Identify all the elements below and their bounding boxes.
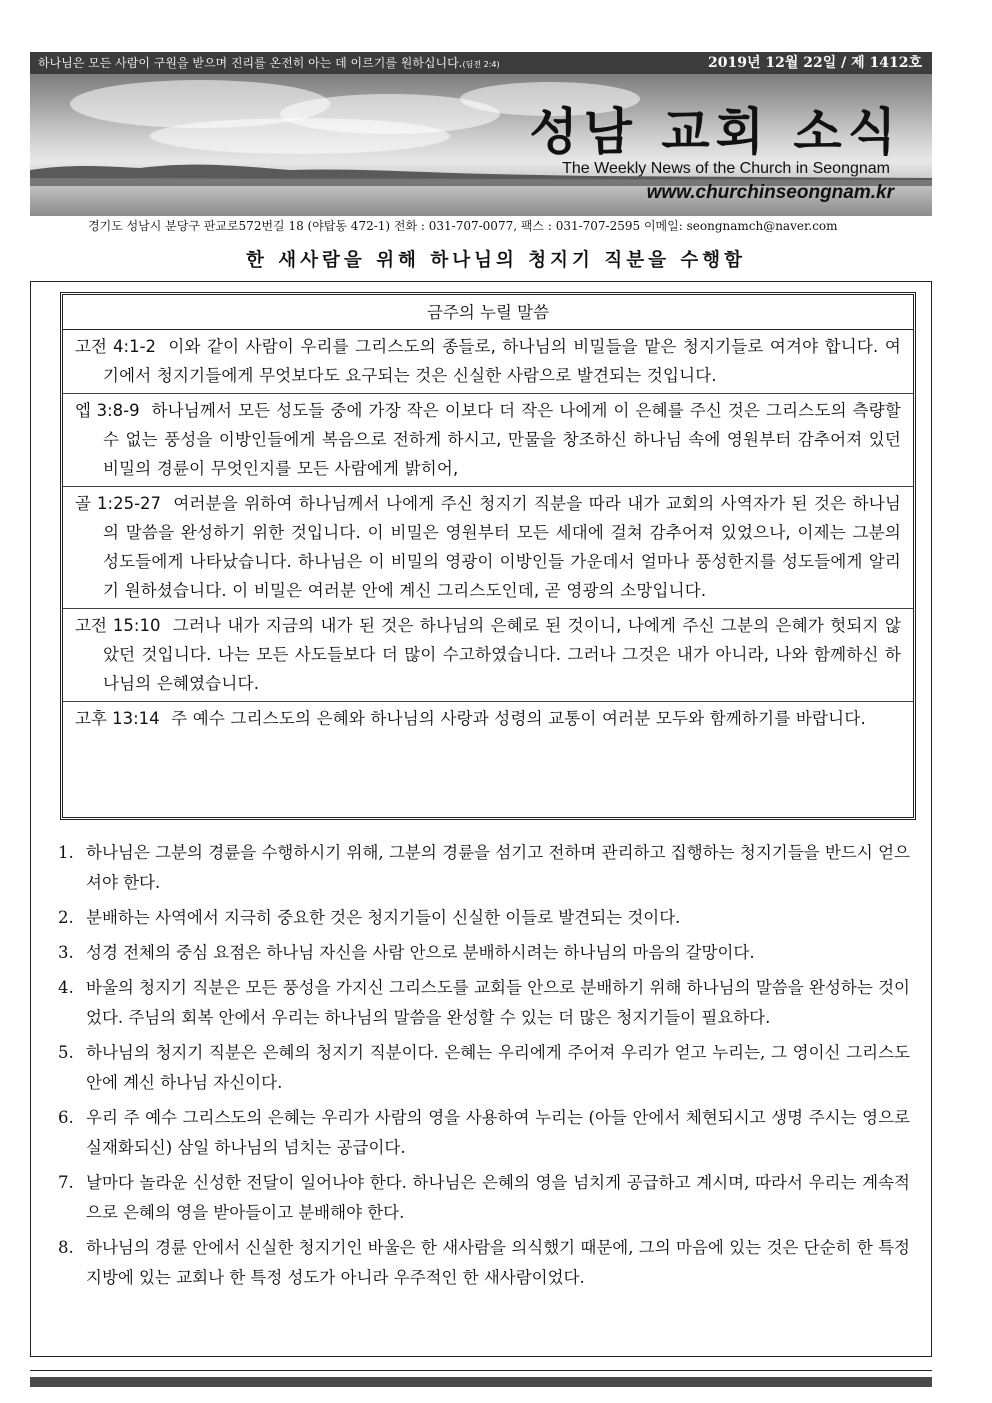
header-verse-bar <box>30 52 932 74</box>
point-text: 하나님은 그분의 경륜을 수행하시기 위해, 그분의 경륜을 섬기고 전하며 관리하고 집행하는 청지기들을 반드시 얻으셔야 한다. <box>86 843 910 892</box>
outline-point <box>58 1168 910 1228</box>
verse-item <box>63 487 913 609</box>
verse-ref: 고후 13:14 <box>75 709 160 728</box>
verse-ref: 엡 3:8-9 <box>75 401 140 420</box>
issue-date: 2019년 12월 22일 / 제 1412호 <box>708 55 922 71</box>
point-number: 1. <box>58 843 74 862</box>
footer-rule <box>30 1370 932 1371</box>
outline-points <box>58 838 910 1298</box>
point-number: 8. <box>58 1238 74 1257</box>
point-text: 바울의 청지기 직분은 모든 풍성을 가지신 그리스도를 교회들 안으로 분배하기 위해 하나님의 말씀을 완성하는 것이었다. 주님의 회복 안에서 우리는 하나님의 말씀을 완성할 수 있는 더 많은 청지기들이 필요하다. <box>86 978 910 1027</box>
point-number: 3. <box>58 943 74 962</box>
outline-point <box>58 973 910 1033</box>
outline-point <box>58 1038 910 1098</box>
point-number: 5. <box>58 1043 74 1062</box>
point-text: 분배하는 사역에서 지극히 중요한 것은 청지기들이 신실한 이들로 발견되는 것이다. <box>86 908 681 927</box>
outline-point <box>58 903 910 933</box>
church-address: 경기도 성남시 분당구 판교로572번길 18 (야탑동 472-1) 전화 : 031-707-0077, 팩스 : 031-707-2595 이메일: seongnamch@naver.com <box>88 219 838 233</box>
point-number: 7. <box>58 1173 74 1192</box>
point-text: 날마다 놀라운 신성한 전달이 일어나야 한다. 하나님은 은혜의 영을 넘치게 공급하고 계시며, 따라서 우리는 계속적으로 은혜의 영을 받아들이고 분배해야 한다. <box>86 1173 910 1222</box>
verse-text: 이와 같이 사람이 우리를 그리스도의 종들로, 하나님의 비밀들을 맡은 청지기들로 여겨야 합니다. 여기에서 청지기들에게 무엇보다도 요구되는 것은 신실한 사람으로 발견되는 것입니다. <box>103 337 901 385</box>
verse-text: 여러분을 위하여 하나님께서 나에게 주신 청지기 직분을 따라 내가 교회의 사역자가 된 것은 하나님의 말씀을 완성하기 위한 것입니다. 이 비밀은 영원부터 모든 세대에 걸쳐 감추어져 있었으나, 이제는 그분의 성도들에게 나타났습니다. 하나님은 이 비밀의 영광이 이방인들 가운데서 얼마나 풍성한지를 성도들에게 알리기 원하셨습니다. 이 비밀은 여러분 안에 계신 그리스도인데, 곧 영광의 소망입니다. <box>103 494 902 600</box>
verse-item <box>63 330 913 394</box>
outline-point <box>58 838 910 898</box>
point-text: 성경 전체의 중심 요점은 하나님 자신을 사람 안으로 분배하시려는 하나님의 마음의 갈망이다. <box>86 943 755 962</box>
verse-item <box>63 609 913 702</box>
point-text: 하나님의 경륜 안에서 신실한 청지기인 바울은 한 새사람을 의식했기 때문에, 그의 마음에 있는 것은 단순히 한 특정 지방에 있는 교회나 한 특정 성도가 아니라 우주적인 한 새사람이었다. <box>86 1238 910 1287</box>
cloud-shape <box>150 118 450 154</box>
verse-text: 그러나 내가 지금의 내가 된 것은 하나님의 은혜로 된 것이니, 나에게 주신 그분의 은혜가 헛되지 않았던 것입니다. 나는 모든 사도들보다 더 많이 수고하였습니다. 그러나 그것은 내가 아니라, 나와 함께하신 하나님의 은혜였습니다. <box>103 616 901 693</box>
outline-point <box>58 1233 910 1293</box>
newsletter-title: 성남 교회 소식 <box>529 103 902 161</box>
masthead-banner <box>30 74 932 216</box>
verse-item <box>63 394 913 487</box>
newsletter-subtitle: The Weekly News of the Church in Seongnam <box>562 160 890 177</box>
header-verse-text: 하나님은 모든 사람이 구원을 받으며 진리를 온전히 아는 데 이르기를 원하십니다. <box>38 56 463 70</box>
point-number: 6. <box>58 1108 74 1127</box>
verses-box <box>60 292 916 820</box>
header-verse-ref: (딤전 2:4) <box>462 60 500 69</box>
verse-ref: 고전 15:10 <box>75 616 161 635</box>
verse-item <box>63 702 913 736</box>
outline-point <box>58 938 910 968</box>
footer-bar <box>30 1377 932 1387</box>
point-text: 우리 주 예수 그리스도의 은혜는 우리가 사람의 영을 사용하여 누리는 (아들 안에서 체현되시고 생명 주시는 영으로 실재화되신) 삼일 하나님의 넘치는 공급이다. <box>86 1108 910 1157</box>
website-link[interactable]: www.churchinseongnam.kr <box>646 182 894 203</box>
point-number: 4. <box>58 978 74 997</box>
header-verse <box>38 52 500 76</box>
page-headline: 한 새사람을 위해 하나님의 청지기 직분을 수행함 <box>245 250 747 271</box>
outline-point <box>58 1103 910 1163</box>
verse-ref: 고전 4:1-2 <box>75 337 157 356</box>
verses-box-title: 금주의 누릴 말씀 <box>426 303 550 322</box>
verse-ref: 골 1:25-27 <box>75 494 162 513</box>
verse-text: 주 예수 그리스도의 은혜와 하나님의 사랑과 성령의 교통이 여러분 모두와 함께하기를 바랍니다. <box>171 709 866 728</box>
verse-text: 하나님께서 모든 성도들 중에 가장 작은 이보다 더 작은 나에게 이 은혜를 주신 것은 그리스도의 측량할 수 없는 풍성을 이방인들에게 복음으로 전하게 하시고, 만물을 창조하신 하나님 속에 영원부터 감추어져 있던 비밀의 경륜이 무엇인지를 모든 사람에게 밝히어, <box>103 401 901 478</box>
point-text: 하나님의 청지기 직분은 은혜의 청지기 직분이다. 은혜는 우리에게 주어져 우리가 얻고 누리는, 그 영이신 그리스도 안에 계신 하나님 자신이다. <box>86 1043 910 1092</box>
point-number: 2. <box>58 908 74 927</box>
